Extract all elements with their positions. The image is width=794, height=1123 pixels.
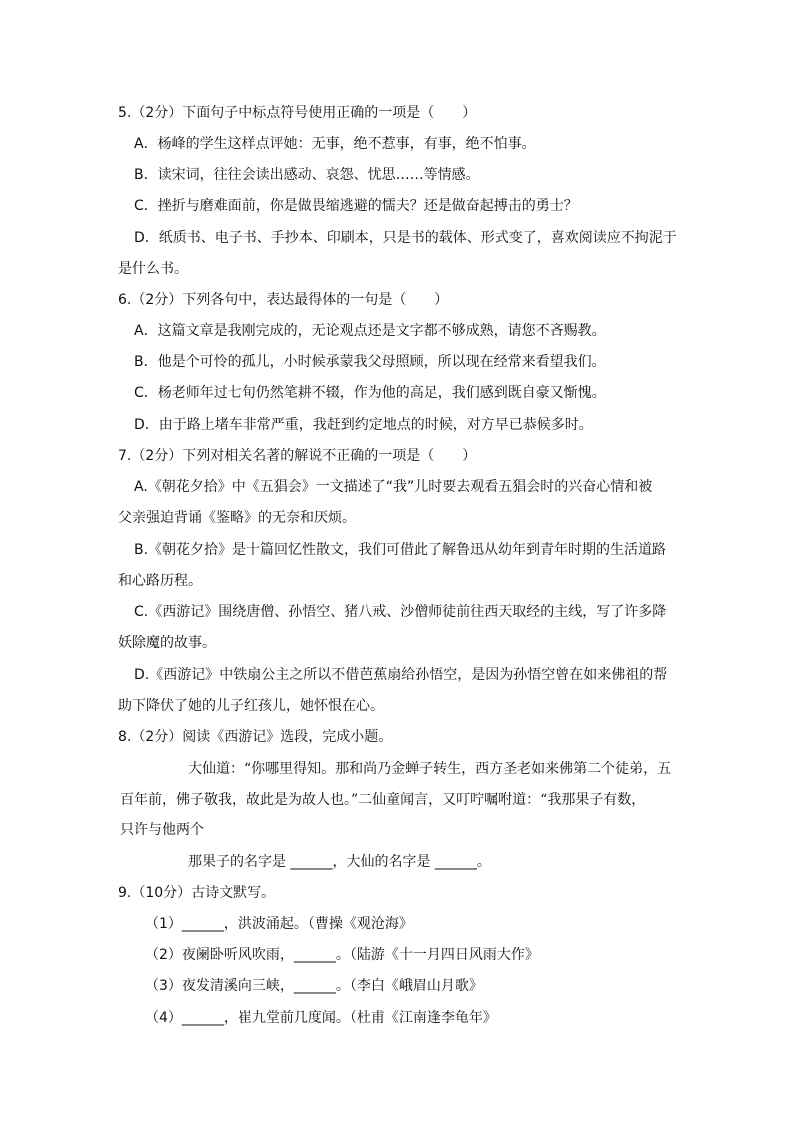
question-5-stem: 5.（2分）下面句子中标点符号使用正确的一项是（ ） <box>118 105 477 121</box>
question-7-option-c: C.《西游记》围绕唐僧、孙悟空、猪八戒、沙僧师徒前往西天取经的主线，写了许多降 <box>134 604 667 620</box>
question-9-item-3: （3）夜发清溪向三峡，______。（李白《峨眉山月歌》 <box>145 978 483 994</box>
question-7-option-b: B.《朝花夕拾》是十篇回忆性散文，我们可借此了解鲁迅从幼年到青年时期的生活道路 <box>134 542 667 558</box>
question-6-option-c: C．杨老师年过七旬仍然笔耕不辍，作为他的高足，我们感到既自豪又惭愧。 <box>134 385 606 401</box>
question-7-option-a-continued: 父亲强迫背诵《鉴略》的无奈和厌烦。 <box>118 510 356 526</box>
question-5-option-c: C．挫折与磨难面前，你是做畏缩逃避的懦夫？还是做奋起搏击的勇士？ <box>134 198 578 214</box>
question-8-fill-blank: 那果子的名字是 ______，大仙的名字是 ______。 <box>188 854 491 870</box>
question-5-option-d: D．纸质书、电子书、手抄本、印刷本，只是书的载体、形式变了，喜欢阅读应不拘泥于 <box>134 230 677 246</box>
question-5-option-d-continued: 是什么书。 <box>118 261 188 277</box>
question-9-item-4: （4）______，崔九堂前几度闻。（杜甫《江南逢李龟年》 <box>145 1010 497 1026</box>
question-7-option-c-continued: 妖除魔的故事。 <box>118 635 216 651</box>
question-7-option-d: D.《西游记》中铁扇公主之所以不借芭蕉扇给孙悟空，是因为孙悟空曾在如来佛祖的帮 <box>134 667 668 683</box>
question-6-option-a: A．这篇文章是我刚完成的，无论观点还是文字都不够成熟，请您不吝赐教。 <box>134 323 606 339</box>
question-8-passage-line-3: 只许与他两个 <box>120 822 204 838</box>
question-6-option-b: B．他是个可怜的孤儿，小时候承蒙我父母照顾，所以现在经常来看望我们。 <box>134 354 606 370</box>
question-8-passage-line-2: 百年前，佛子敬我，故此是为故人也。”二仙童闻言，又叮咛嘱咐道：“我那果子有数， <box>120 792 646 808</box>
question-7-option-b-continued: 和心路历程。 <box>118 573 202 589</box>
question-7-option-a: A.《朝花夕拾》中《五猖会》一文描述了“我”儿时要去观看五猖会时的兴奋心情和被 <box>134 479 653 495</box>
question-7-option-d-continued: 助下降伏了她的儿子红孩儿，她怀恨在心。 <box>118 698 384 714</box>
question-9-item-1: （1）______，洪波涌起。（曹操《观沧海》 <box>145 916 413 932</box>
question-5-option-a: A．杨峰的学生这样点评她：无事，绝不惹事，有事，绝不怕事。 <box>134 136 536 152</box>
question-7-stem: 7.（2分）下列对相关名著的解说不正确的一项是（ ） <box>118 448 477 464</box>
question-8-stem: 8.（2分）阅读《西游记》选段，完成小题。 <box>118 729 393 745</box>
question-9-item-2: （2）夜阑卧听风吹雨，______。（陆游《十一月四日风雨大作》 <box>145 947 539 963</box>
question-9-stem: 9.（10分）古诗文默写。 <box>118 885 276 901</box>
question-8-passage-line-1: 大仙道：“你哪里得知。那和尚乃金蝉子转生，西方圣老如来佛第二个徒弟，五 <box>188 761 672 777</box>
question-6-stem: 6.（2分）下列各句中，表达最得体的一句是（ ） <box>118 292 449 308</box>
question-6-option-d: D．由于路上堵车非常严重，我赶到约定地点的时候，对方早已恭候多时。 <box>134 417 593 433</box>
question-5-option-b: B．读宋词，往往会读出感动、哀怨、忧思……等情感。 <box>134 167 480 183</box>
